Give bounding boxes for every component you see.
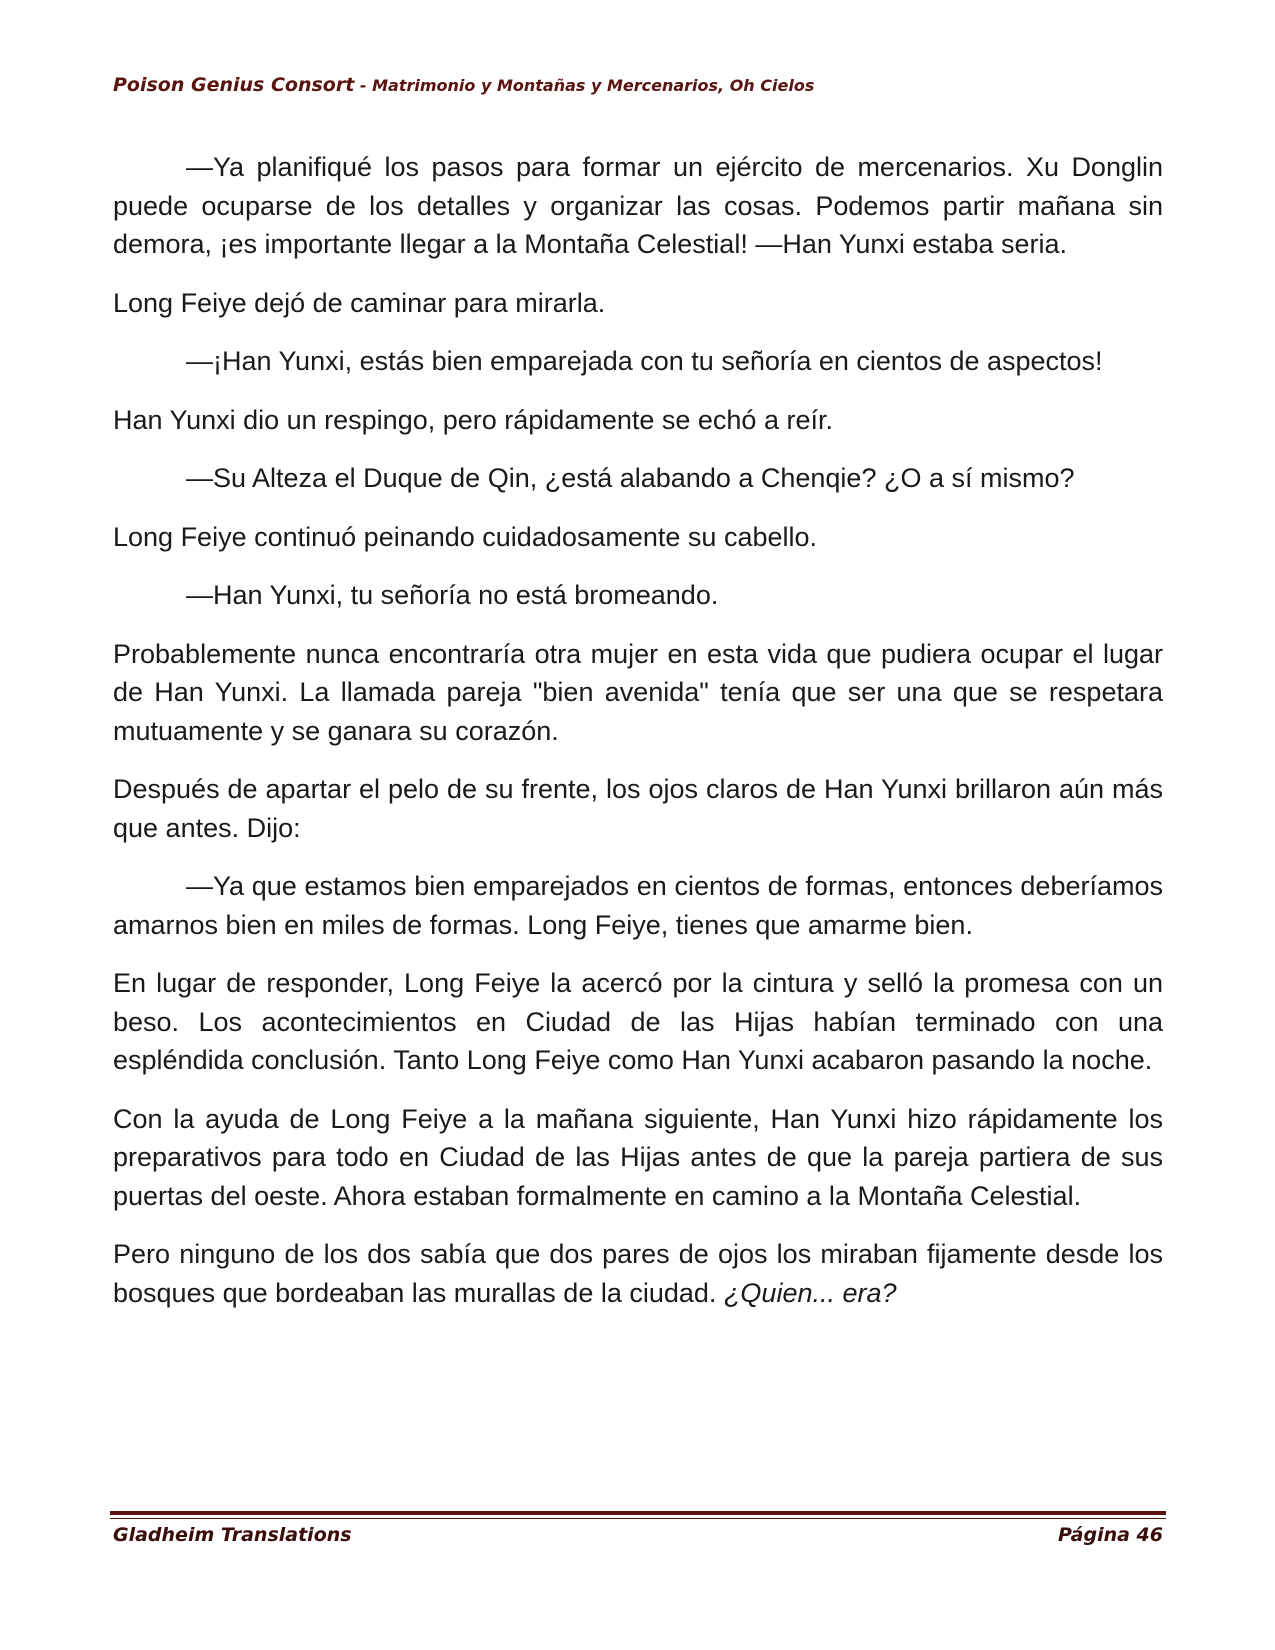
paragraph: En lugar de responder, Long Feiye la acercó por la cintura y selló la promesa con un beso. Los acontecimientos en Ciudad de las Hijas habían terminado con una espléndida conclusión. Tanto Long Feiye como Han Yunxi acabaron pasando la noche. [113,968,1163,1075]
footer-rule-thin [110,1518,1166,1519]
page-body [113,148,1163,1332]
header-chapter: Matrimonio y Montañas y Mercenarios, Oh Cielos [372,76,815,95]
page-footer [113,1524,1163,1546]
paragraph-last-italic: ¿Quien... era? [723,1277,897,1308]
paragraph: Long Feiye continuó peinando cuidadosamente su cabello. [113,521,818,552]
footer-page-number: Página 46 [1057,1524,1163,1546]
paragraph-last [113,1235,1163,1312]
header-separator: - [354,76,373,95]
footer-rule-thick [110,1511,1166,1515]
paragraph: —Su Alteza el Duque de Qin, ¿está alabando a Chenqie? ¿O a sí mismo? [186,463,1075,493]
paragraph: Después de apartar el pelo de su frente, los ojos claros de Han Yunxi brillaron aún más que antes. Dijo: [113,774,1163,843]
paragraph: —¡Han Yunxi, estás bien emparejada con tu señoría en cientos de aspectos! [186,346,1103,376]
paragraph-last-text: Pero ninguno de los dos sabía que dos pares de ojos los miraban fijamente desde los bosques que bordeaban las murallas de la ciudad. [113,1239,1163,1308]
paragraph: Han Yunxi dio un respingo, pero rápidamente se echó a reír. [113,404,833,435]
footer-translator: Gladheim Translations [113,1524,352,1546]
paragraph: Probablemente nunca encontraría otra mujer en esta vida que pudiera ocupar el lugar de Han Yunxi. La llamada pareja "bien avenida" tenía que ser una que se respetara mutuamente y se ganara su corazón. [113,638,1163,746]
paragraph: —Ya planifiqué los pasos para formar un ejército de mercenarios. Xu Donglin puede ocuparse de los detalles y organizar las cosas. Podemos partir mañana sin demora, ¡es importante llegar a la Montaña Celestial! —Han Yunxi estaba seria. [113,152,1163,259]
paragraph: —Han Yunxi, tu señoría no está bromeando. [186,580,719,610]
page-header [113,74,814,96]
paragraph: Con la ayuda de Long Feiye a la mañana siguiente, Han Yunxi hizo rápidamente los preparativos para todo en Ciudad de las Hijas antes de que la pareja partiera de sus puertas del oeste. Ahora estaban formalmente en camino a la Montaña Celestial. [113,1103,1163,1211]
paragraph: —Ya que estamos bien emparejados en cientos de formas, entonces deberíamos amarnos bien en miles de formas. Long Feiye, tienes que amarme bien. [113,871,1163,940]
footer-rule [110,1511,1166,1519]
header-title: Poison Genius Consort [113,74,355,96]
paragraph: Long Feiye dejó de caminar para mirarla. [113,287,606,318]
